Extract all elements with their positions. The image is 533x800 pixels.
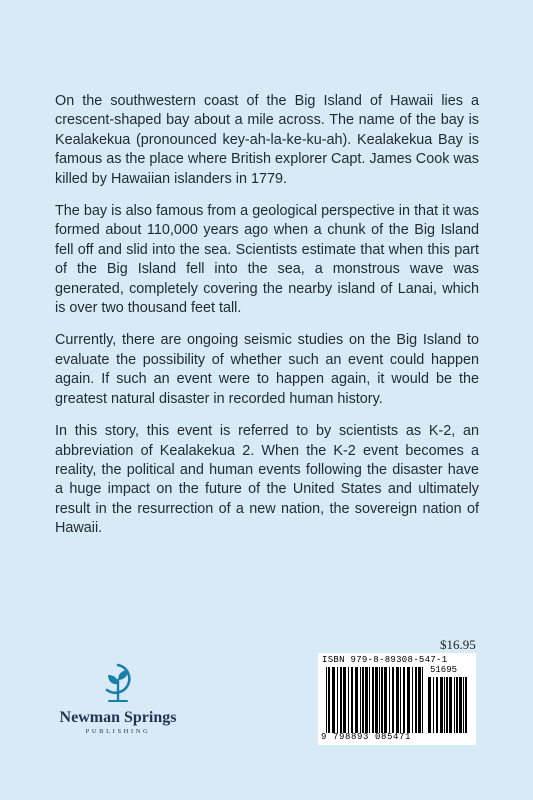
publisher-name: Newman Springs: [59, 709, 177, 726]
barcode: [318, 653, 476, 745]
publisher-logo: [48, 662, 188, 735]
ean-barcode-bars: [326, 667, 426, 733]
blurb-paragraph-1: On the southwestern coast of the Big Island of Hawaii lies a crescent-shaped bay about a mile across. The name of the bay is Kealakekua (pronounced key-ah-la-ke-ku-ah). Kealakekua Bay is famous as the place where British explorer Capt. James Cook was killed by Hawaiian islanders in 1779.: [55, 93, 479, 187]
addon-barcode-bars: [428, 677, 468, 733]
publisher-subtitle: PUBLISHING: [85, 728, 151, 735]
blurb-paragraph-2: The bay is also famous from a geological perspective in that it was formed about 110,000 years ago when a chunk of the Big Island fell off and slid into the sea. Scientists estimate that when this part of the Big Island fell into the sea, a monstrous wave was generated, completely covering the nearby island of Lanai, which is over two thousand feet tall.: [55, 203, 479, 317]
back-cover-blurb: [55, 92, 479, 552]
blurb-paragraph-4: In this story, this event is referred to by scientists as K-2, an abbreviation of Kealakekua 2. When the K-2 event becomes a reality, the political and human events following the disaster have a huge impact on the future of the United States and ultimately result in the resurrection of a new nation, the sovereign nation of Hawaii.: [55, 423, 479, 537]
price-label: $16.95: [440, 637, 476, 652]
sprout-in-circle-icon: [101, 662, 135, 704]
isbn-text: ISBN 979-8-89308-547-1: [322, 655, 448, 665]
blurb-paragraph-3: Currently, there are ongoing seismic studies on the Big Island to evaluate the possibility of whether such an event could happen again. If such an event were to happen again, it would be the greatest natural disaster in recorded human history.: [55, 332, 479, 407]
ean-number: 9 798893 085471: [321, 732, 412, 742]
addon-number: 51695: [430, 665, 458, 675]
